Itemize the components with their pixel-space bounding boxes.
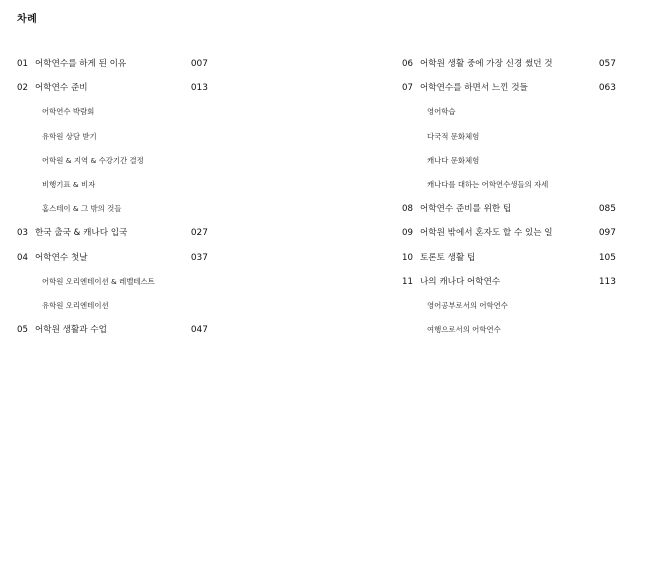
toc-chapter-entry bbox=[402, 252, 622, 276]
page-number: 063 bbox=[598, 83, 616, 94]
section-title: 비행기표 & 비자 bbox=[42, 179, 96, 189]
toc-section-entry bbox=[402, 324, 622, 348]
toc-section-entry bbox=[17, 300, 217, 324]
toc-chapter-entry bbox=[402, 276, 622, 300]
page-number: 027 bbox=[190, 228, 208, 239]
toc-chapter-entry bbox=[402, 203, 622, 227]
chapter-title: 어학연수 첫날 bbox=[35, 252, 88, 263]
chapter-number: 03 bbox=[17, 228, 28, 239]
chapter-title: 어학원 생활 중에 가장 신경 썼던 것 bbox=[420, 59, 553, 69]
chapter-title: 어학연수 준비를 위한 팁 bbox=[420, 204, 512, 215]
toc-chapter-entry bbox=[17, 227, 217, 251]
section-title: 어학연수 박람회 bbox=[42, 107, 95, 117]
section-title: 유학원 상담 받기 bbox=[42, 131, 97, 141]
toc-chapter-entry bbox=[402, 58, 622, 82]
chapter-number: 08 bbox=[402, 204, 413, 215]
section-title: 유학원 오리엔테이션 bbox=[42, 300, 109, 310]
page-title: 차례 bbox=[17, 14, 38, 25]
toc-chapter-entry bbox=[17, 324, 217, 348]
chapter-number: 01 bbox=[17, 59, 28, 69]
section-title: 어학원 & 지역 & 수강기간 결정 bbox=[42, 155, 144, 165]
toc-section-entry bbox=[17, 276, 217, 300]
chapter-title: 어학연수 준비 bbox=[35, 83, 88, 94]
toc-section-entry bbox=[402, 155, 622, 179]
toc-chapter-entry bbox=[17, 82, 217, 106]
toc-chapter-entry bbox=[17, 252, 217, 276]
toc-left-column bbox=[17, 58, 217, 348]
toc-section-entry bbox=[402, 179, 622, 203]
page-number: 057 bbox=[598, 59, 616, 69]
section-title: 다국적 문화체험 bbox=[427, 131, 480, 141]
section-title: 영어공부로서의 어학연수 bbox=[427, 300, 508, 310]
toc-section-entry bbox=[17, 131, 217, 155]
toc-section-entry bbox=[17, 155, 217, 179]
chapter-number: 07 bbox=[402, 83, 413, 94]
toc-right-column bbox=[402, 58, 622, 348]
page-number: 047 bbox=[190, 325, 208, 336]
chapter-title: 어학원 밖에서 혼자도 할 수 있는 일 bbox=[420, 228, 553, 239]
section-title: 여행으로서의 어학연수 bbox=[427, 325, 501, 335]
toc-section-entry bbox=[17, 106, 217, 130]
chapter-number: 02 bbox=[17, 83, 28, 94]
chapter-number: 06 bbox=[402, 59, 413, 69]
section-title: 캐나다 문화체험 bbox=[427, 155, 480, 165]
section-title: 영어학습 bbox=[427, 107, 456, 117]
page-number: 105 bbox=[598, 252, 616, 263]
page-number: 037 bbox=[190, 252, 208, 263]
chapter-number: 04 bbox=[17, 252, 28, 263]
toc-section-entry bbox=[402, 300, 622, 324]
toc-section-entry bbox=[402, 106, 622, 130]
chapter-title: 토론토 생활 팁 bbox=[420, 252, 476, 263]
toc-chapter-entry bbox=[402, 227, 622, 251]
chapter-number: 05 bbox=[17, 325, 28, 336]
chapter-title: 한국 출국 & 캐나다 입국 bbox=[35, 228, 128, 239]
chapter-number: 09 bbox=[402, 228, 413, 239]
chapter-title: 어학원 생활과 수업 bbox=[35, 325, 107, 336]
section-title: 캐나다를 대하는 어학연수생들의 자세 bbox=[427, 179, 549, 189]
page-number: 097 bbox=[598, 228, 616, 239]
page-number: 007 bbox=[190, 59, 208, 69]
toc-section-entry bbox=[17, 179, 217, 203]
section-title: 어학원 오리엔테이션 & 레벨테스트 bbox=[42, 276, 155, 286]
chapter-number: 11 bbox=[402, 276, 413, 287]
page-number: 013 bbox=[190, 83, 208, 94]
toc-chapter-entry bbox=[17, 58, 217, 82]
page-number: 113 bbox=[598, 276, 616, 287]
chapter-number: 10 bbox=[402, 252, 413, 263]
page-number: 085 bbox=[598, 204, 616, 215]
toc-section-entry bbox=[17, 203, 217, 227]
chapter-title: 어학연수를 하게 된 이유 bbox=[35, 59, 127, 69]
toc-section-entry bbox=[402, 131, 622, 155]
section-title: 홈스테이 & 그 밖의 것들 bbox=[42, 204, 122, 214]
chapter-title: 어학연수를 하면서 느낀 것들 bbox=[420, 83, 528, 94]
toc-chapter-entry bbox=[402, 82, 622, 106]
chapter-title: 나의 캐나다 어학연수 bbox=[420, 276, 501, 287]
